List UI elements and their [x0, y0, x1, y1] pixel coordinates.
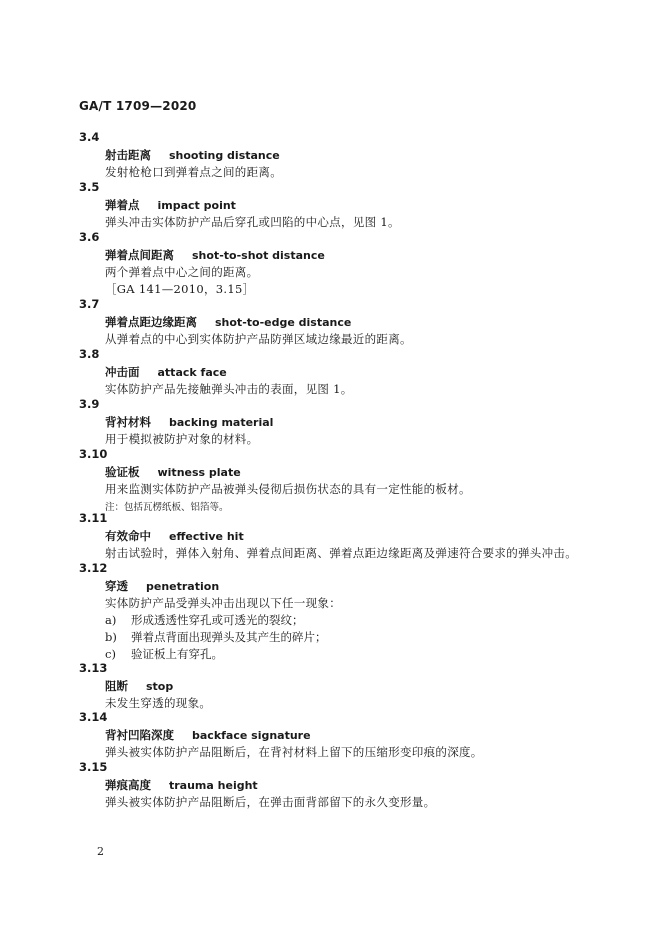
term-title [105, 314, 351, 330]
term-definition: 从弹着点的中心到实体防护产品防弹区域边缘最近的距离。 [105, 332, 412, 346]
term-name-zh: 弹着点距边缘距离 [105, 315, 197, 329]
term-name-zh: 冲击面 [105, 365, 140, 379]
term-number: 3.11 [79, 511, 108, 525]
term-definition: 弹头冲击实体防护产品后穿孔或凹陷的中心点，见图 1。 [105, 215, 400, 229]
term-title [105, 197, 236, 213]
term-name-en: trauma height [169, 779, 258, 792]
term-name-zh: 穿透 [105, 579, 128, 593]
term-definition: 用来监测实体防护产品被弹头侵彻后损伤状态的具有一定性能的板材。 [105, 482, 471, 496]
term-title [105, 578, 219, 594]
term-name-en: shot-to-edge distance [215, 316, 352, 329]
term-name-zh: 背衬凹陷深度 [105, 728, 174, 742]
term-name-en: stop [146, 680, 174, 693]
list-item [105, 612, 304, 628]
term-number: 3.14 [79, 710, 108, 724]
term-definition: 发射枪枪口到弹着点之间的距离。 [105, 165, 282, 179]
term-name-en: backface signature [192, 729, 311, 742]
term-name-zh: 阻断 [105, 679, 128, 693]
term-name-en: shooting distance [169, 149, 280, 162]
term-name-en: penetration [146, 580, 220, 593]
list-item-label: c) [105, 647, 116, 661]
term-name-zh: 射击距离 [105, 148, 151, 162]
term-name-zh: 验证板 [105, 465, 140, 479]
list-item [105, 646, 223, 662]
list-item-label: a) [105, 613, 117, 627]
list-item-text: 弹着点背面出现弹头及其产生的碎片； [131, 630, 327, 644]
term-number: 3.13 [79, 661, 108, 675]
term-name-en: attack face [157, 366, 227, 379]
term-name-zh: 弹着点间距离 [105, 248, 174, 262]
term-name-en: shot-to-shot distance [192, 249, 325, 262]
list-item-label: b) [105, 630, 117, 644]
term-name-zh: 弹痕高度 [105, 778, 151, 792]
term-definition: 两个弹着点中心之间的距离。 [105, 265, 259, 279]
term-definition: 弹头被实体防护产品阻断后，在背衬材料上留下的压缩形变印痕的深度。 [105, 745, 483, 759]
term-number: 3.8 [79, 347, 100, 361]
term-title [105, 147, 280, 163]
term-name-zh: 弹着点 [105, 198, 140, 212]
term-title [105, 464, 241, 480]
term-title [105, 678, 173, 694]
term-title [105, 727, 311, 743]
term-number: 3.6 [79, 230, 100, 244]
list-item [105, 629, 327, 645]
page-number: 2 [97, 845, 104, 858]
term-definition: 弹头被实体防护产品阻断后，在弹击面背部留下的永久变形量。 [105, 795, 436, 809]
term-title [105, 414, 273, 430]
term-number: 3.7 [79, 297, 100, 311]
term-definition: 用于模拟被防护对象的材料。 [105, 432, 259, 446]
term-number: 3.12 [79, 561, 108, 575]
term-note: 注：包括瓦楞纸板、铝箔等。 [105, 502, 229, 513]
term-title [105, 364, 227, 380]
term-name-en: impact point [157, 199, 236, 212]
document-header: GA/T 1709—2020 [79, 99, 197, 113]
term-definition: 未发生穿透的现象。 [105, 696, 212, 710]
term-definition: 射击试验时，弹体入射角、弹着点间距离、弹着点距边缘距离及弹速符合要求的弹头冲击。 [105, 546, 577, 560]
term-title [105, 528, 244, 544]
term-number: 3.10 [79, 447, 108, 461]
term-name-zh: 背衬材料 [105, 415, 151, 429]
term-name-en: effective hit [169, 530, 244, 543]
list-item-text: 形成透透性穿孔或可透光的裂纹； [131, 613, 304, 627]
term-title [105, 777, 258, 793]
term-name-en: backing material [169, 416, 274, 429]
term-definition: 实体防护产品先接触弹头冲击的表面，见图 1。 [105, 382, 353, 396]
term-definition: 实体防护产品受弹头冲击出现以下任一现象： [105, 596, 341, 610]
term-title [105, 247, 325, 263]
term-number: 3.9 [79, 397, 100, 411]
term-name-en: witness plate [157, 466, 241, 479]
term-definition: ［GA 141—2010，3.15］ [105, 282, 255, 296]
term-number: 3.4 [79, 130, 100, 144]
list-item-text: 验证板上有穿孔。 [131, 647, 223, 661]
term-number: 3.15 [79, 760, 108, 774]
term-number: 3.5 [79, 180, 100, 194]
term-name-zh: 有效命中 [105, 529, 151, 543]
